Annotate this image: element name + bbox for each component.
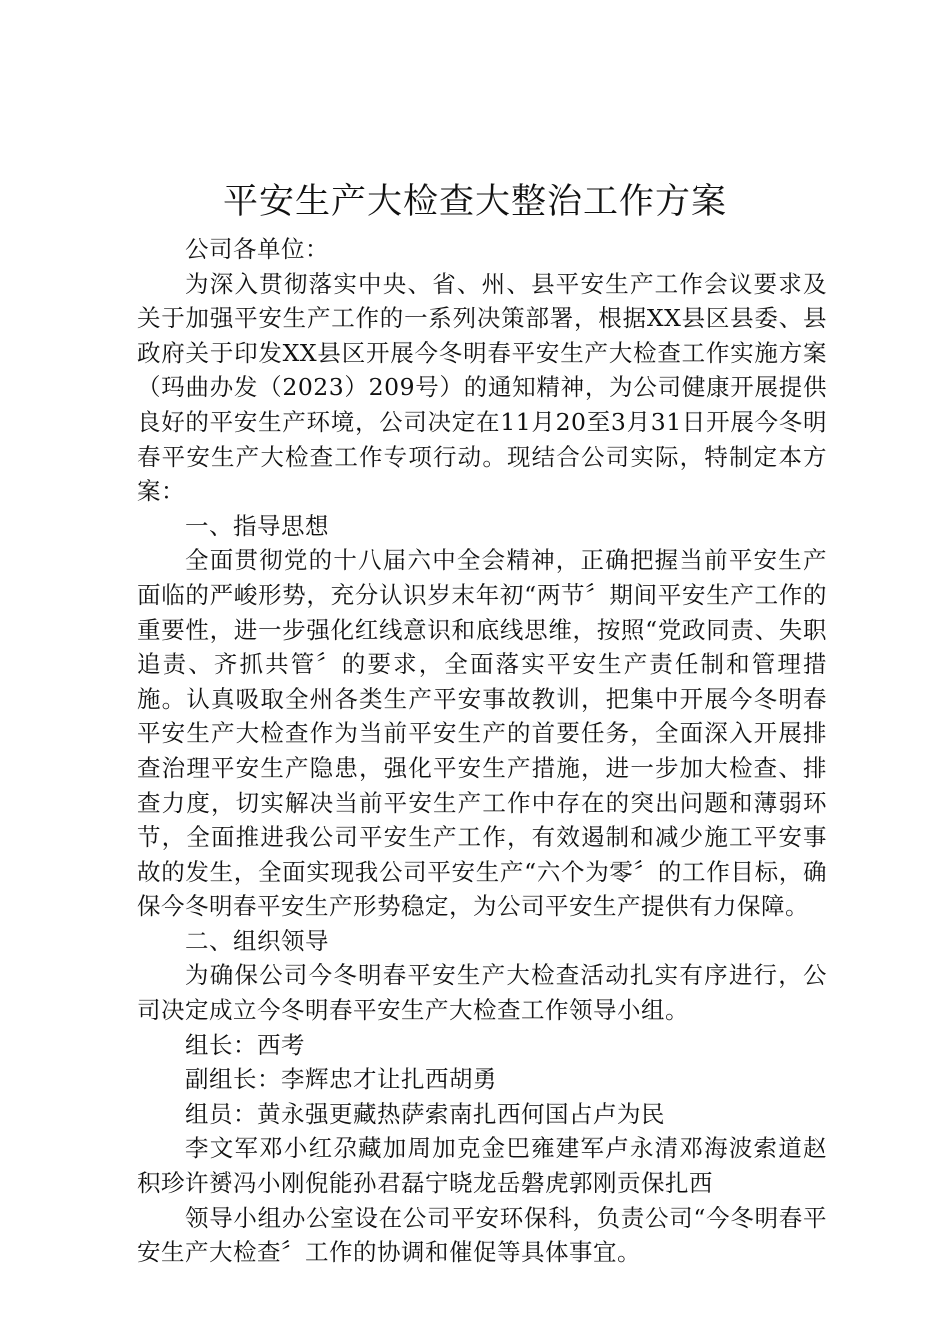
document-body (137, 232, 827, 1270)
deputy-team-leader: 副组长：李辉忠才让扎西胡勇 (185, 1065, 497, 1094)
team-leader: 组长：西考 (185, 1030, 305, 1059)
team-members: 组员：黄永强更藏热萨索南扎西何国占卢为民 (185, 1099, 665, 1128)
intro-paragraph: 为深入贯彻落实中央、省、州、县平安生产工作会议要求及关于加强平安生产工作的一系列决策部署，根据XX县区县委、县政府关于印发XX县区开展今冬明春平安生产大检查工作实施方案（玛曲办发（2023）209号）的通知精神，为公司健康开展提供良好的平安生产环境，公司决定在11月20至3月31日开展今冬明春平安生产大检查工作专项行动。现结合公司实际，特制定本方案： (137, 269, 827, 506)
section-heading-guiding-thought: 一、指导思想 (185, 511, 329, 540)
document-title: 平安生产大检查大整治工作方案 (222, 182, 727, 222)
section-heading-organization: 二、组织领导 (185, 926, 329, 955)
guiding-thought-paragraph: 全面贯彻党的十八届六中全会精神，正确把握当前平安生产面临的严峻形势，充分认识岁末年初“两节〞期间平安生产工作的重要性，进一步强化红线意识和底线思维，按照“党政同责、失职追责、齐抓共管〞的要求，全面落实平安生产责任制和管理措施。认真吸取全州各类生产平安事故教训，把集中开展今冬明春平安生产大检查作为当前平安生产的首要任务，全面深入开展排查治理平安生产隐患，强化平安生产措施，进一步加大检查、排查力度，切实解决当前平安生产工作中存在的突出问题和薄弱环节，全面推进我公司平安生产工作，有效遏制和减少施工平安事故的发生，全面实现我公司平安生产“六个为零〞的工作目标，确保今冬明春平安生产形势稳定，为公司平安生产提供有力保障。 (137, 546, 827, 921)
office-paragraph: 领导小组办公室设在公司平安环保科，负责公司“今冬明春平安生产大检查〞工作的协调和催促等具体事宜。 (137, 1203, 827, 1267)
salutation: 公司各单位： (185, 235, 329, 263)
team-members-continued: 李文军邓小红尕藏加周加克金巴雍建军卢永清邓海波索道赵积珍许赟冯小刚倪能孙君磊宁晓龙岳磐虎郭刚贡保扎西 (137, 1134, 827, 1198)
organization-paragraph: 为确保公司今冬明春平安生产大检查活动扎实有序进行，公司决定成立今冬明春平安生产大检查工作领导小组。 (137, 961, 827, 1025)
